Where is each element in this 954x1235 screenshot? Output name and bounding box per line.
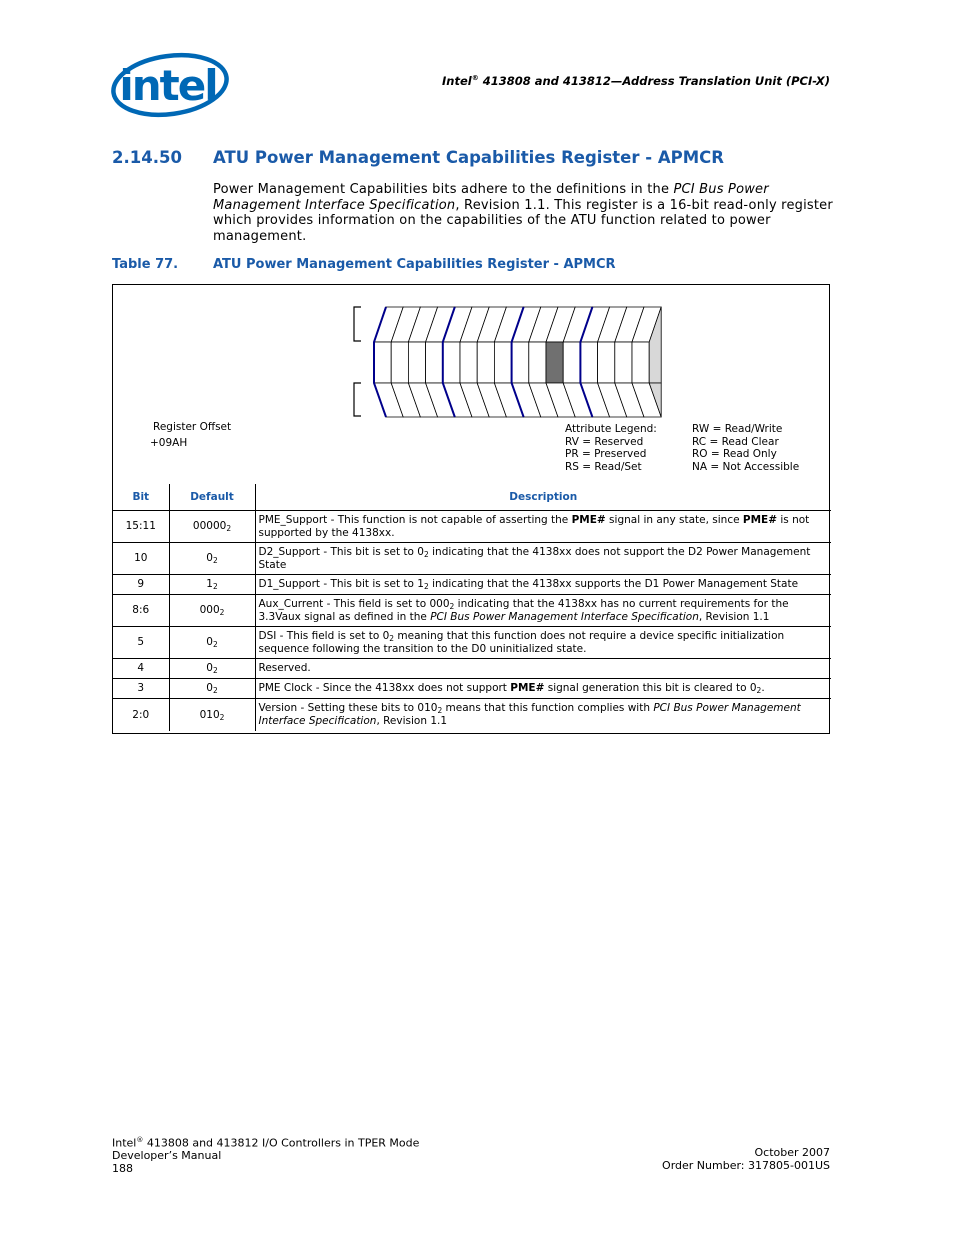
default-radix: 2 bbox=[212, 640, 218, 650]
desc-text: . bbox=[761, 682, 765, 695]
register-offset-value: +09AH bbox=[150, 437, 188, 449]
default-value: 0 bbox=[206, 682, 213, 695]
description-cell bbox=[255, 511, 831, 543]
default-value: 010 bbox=[199, 708, 220, 721]
desc-text: Version - Setting these bits to 010 bbox=[258, 702, 438, 715]
legend-title: Attribute Legend: bbox=[565, 423, 657, 435]
bit-box bbox=[426, 342, 443, 383]
bit-cell: 5 bbox=[113, 627, 169, 659]
default-cell bbox=[169, 511, 255, 543]
description-cell bbox=[255, 659, 831, 679]
desc-text: indicating that the 4138xx does not support the D2 Power Management State bbox=[258, 546, 811, 571]
section-title: ATU Power Management Capabilities Register - APMCR bbox=[213, 148, 724, 167]
header-description: Description bbox=[255, 484, 831, 511]
table-caption bbox=[112, 257, 616, 272]
default-radix: 2 bbox=[212, 666, 218, 676]
default-value: 0 bbox=[206, 662, 213, 675]
default-value: 000 bbox=[199, 604, 220, 617]
table-row bbox=[113, 679, 831, 699]
desc-text: signal generation this bit is cleared to 0 bbox=[544, 682, 757, 695]
desc-text: indicating that the 4138xx has no current requirements for the 3.3Vaux signal as defined in the bbox=[258, 598, 789, 623]
description-cell bbox=[255, 699, 831, 731]
table-row bbox=[113, 511, 831, 543]
desc-radix: 2 bbox=[756, 686, 762, 696]
desc-text: is not supported by the 4138xx. bbox=[258, 514, 810, 539]
header-bit: Bit bbox=[113, 484, 169, 511]
table-header-row bbox=[113, 484, 831, 511]
legend-read-only: RO = Read Only bbox=[692, 448, 777, 461]
default-value: 0 bbox=[206, 552, 213, 565]
bit-box bbox=[460, 342, 477, 383]
footer-doc-title: 413808 and 413812 I/O Controllers in TPER Mode bbox=[143, 1136, 420, 1150]
table-row bbox=[113, 699, 831, 731]
default-cell bbox=[169, 679, 255, 699]
attribute-legend bbox=[565, 423, 657, 474]
intel-logo bbox=[108, 48, 232, 122]
intro-text-2: , Revision 1.1. This register is a 16-bit read-only register which provides information on the capabilities of the ATU function related to power management. bbox=[213, 197, 833, 244]
desc-text: meaning that this function does not require a device specific initialization sequence following the transition to the D0 uninitialized state. bbox=[258, 630, 785, 655]
footer-order-number: Order Number: 317805-001US bbox=[662, 1158, 830, 1172]
bit-box bbox=[443, 342, 460, 383]
header-default: Default bbox=[169, 484, 255, 511]
default-cell bbox=[169, 659, 255, 679]
running-header bbox=[400, 74, 830, 88]
legend-read-write: RW = Read/Write bbox=[692, 423, 783, 435]
legend-read-clear: RC = Read Clear bbox=[692, 435, 779, 448]
default-radix: 2 bbox=[219, 608, 225, 618]
default-value: 0 bbox=[206, 636, 213, 649]
default-value: 00000 bbox=[192, 520, 227, 533]
bit-box bbox=[632, 342, 649, 383]
description-cell bbox=[255, 679, 831, 699]
footer-date: October 2007 bbox=[754, 1146, 830, 1159]
desc-radix: 2 bbox=[424, 582, 429, 592]
legend-reserved: RV = Reserved bbox=[565, 435, 644, 448]
desc-radix: 2 bbox=[437, 706, 443, 716]
footer-right bbox=[560, 1147, 830, 1172]
default-radix: 2 bbox=[219, 712, 225, 722]
bit-box bbox=[512, 342, 529, 383]
bit-cell: 15:11 bbox=[113, 511, 169, 543]
bit-box bbox=[494, 342, 511, 383]
default-radix: 2 bbox=[212, 556, 218, 566]
bit-cell: 2:0 bbox=[113, 699, 169, 731]
desc-signal: PME# bbox=[510, 682, 545, 695]
default-cell bbox=[169, 699, 255, 731]
bit-description-table bbox=[113, 484, 831, 731]
desc-text: PME Clock - Since the 4138xx does not support bbox=[258, 682, 511, 695]
table-row bbox=[113, 659, 831, 679]
default-radix: 2 bbox=[212, 582, 218, 592]
footer-manual: Developer’s Manual bbox=[112, 1149, 222, 1163]
legend-read-set: RS = Read/Set bbox=[565, 461, 642, 474]
bit-box bbox=[374, 342, 391, 383]
desc-text: indicating that the 4138xx supports the D1 Power Management State bbox=[428, 578, 799, 591]
bit-box bbox=[408, 342, 425, 383]
desc-signal: PME# bbox=[571, 514, 606, 526]
bit-box bbox=[563, 342, 580, 383]
desc-text: Aux_Current - This field is set to 000 bbox=[258, 598, 450, 610]
bit-box bbox=[598, 342, 615, 383]
desc-text: DSI - This field is set to 0 bbox=[258, 630, 390, 642]
desc-radix: 2 bbox=[389, 634, 395, 643]
bit-box bbox=[615, 342, 632, 383]
section-heading bbox=[112, 148, 724, 167]
default-radix: 2 bbox=[212, 686, 218, 696]
upper-bracket bbox=[354, 307, 361, 341]
intel-logo-text: intel bbox=[119, 61, 217, 110]
desc-spec-title: PCI Bus Power Management Interface Specification bbox=[430, 610, 699, 623]
desc-text: D1_Support - This bit is set to 1 bbox=[258, 578, 424, 591]
desc-text: signal in any state, since bbox=[605, 514, 743, 526]
table-row bbox=[113, 595, 831, 627]
desc-radix: 2 bbox=[424, 550, 429, 559]
desc-text: D2_Support - This bit is set to 0 bbox=[258, 546, 424, 558]
desc-text: means that this function complies with bbox=[442, 702, 654, 715]
default-radix: 2 bbox=[226, 524, 232, 534]
desc-radix: 2 bbox=[449, 602, 455, 611]
intro-paragraph bbox=[213, 182, 833, 244]
description-cell bbox=[255, 575, 831, 595]
attribute-legend-right bbox=[692, 423, 799, 474]
bit-cell: 8:6 bbox=[113, 595, 169, 627]
default-cell bbox=[169, 627, 255, 659]
legend-preserved: PR = Preserved bbox=[565, 448, 647, 461]
desc-text: Reserved. bbox=[258, 662, 311, 675]
desc-text: PME_Support - This function is not capable of asserting the bbox=[258, 514, 572, 526]
desc-text: , Revision 1.1 bbox=[698, 610, 770, 623]
desc-spec-title: PCI Bus Power Management Interface Specification bbox=[258, 702, 801, 727]
register-table-box bbox=[112, 284, 830, 734]
bit-box bbox=[391, 342, 408, 383]
footer-registered-mark: ® bbox=[136, 1136, 144, 1144]
header-registered-mark: ® bbox=[471, 74, 479, 83]
default-value: 1 bbox=[206, 578, 213, 591]
bit-cell: 3 bbox=[113, 679, 169, 699]
footer-page-number: 188 bbox=[112, 1161, 133, 1175]
bit-box bbox=[580, 342, 597, 383]
bit-box bbox=[546, 342, 563, 383]
legend-not-accessible: NA = Not Accessible bbox=[692, 461, 800, 474]
table-row bbox=[113, 627, 831, 659]
bit-box bbox=[477, 342, 494, 383]
table-number: Table 77. bbox=[112, 257, 179, 272]
intro-text-1: Power Management Capabilities bits adhere to the definitions in the bbox=[213, 182, 674, 197]
default-cell bbox=[169, 575, 255, 595]
table-row bbox=[113, 575, 831, 595]
header-intel: Intel bbox=[442, 74, 472, 88]
description-cell bbox=[255, 595, 831, 627]
intro-spec-title: PCI Bus Power Management Interface Specification bbox=[213, 182, 769, 213]
bit-box bbox=[529, 342, 546, 383]
footer-left bbox=[112, 1134, 419, 1175]
header-title-rest: 413808 and 413812—Address Translation Unit (PCI-X) bbox=[478, 74, 830, 88]
desc-text: , Revision 1.1 bbox=[376, 714, 448, 727]
lower-bracket bbox=[354, 383, 361, 416]
table-title: ATU Power Management Capabilities Register - APMCR bbox=[213, 257, 616, 272]
bit-cell: 9 bbox=[113, 575, 169, 595]
table-row bbox=[113, 543, 831, 575]
section-number: 2.14.50 bbox=[112, 148, 182, 167]
bit-cell: 10 bbox=[113, 543, 169, 575]
footer-intel: Intel bbox=[112, 1136, 137, 1150]
default-cell bbox=[169, 595, 255, 627]
bit-cell: 4 bbox=[113, 659, 169, 679]
desc-signal: PME# bbox=[742, 514, 778, 526]
default-cell bbox=[169, 543, 255, 575]
description-cell bbox=[255, 627, 831, 659]
register-offset-label: Register Offset bbox=[153, 421, 232, 433]
description-cell bbox=[255, 543, 831, 575]
